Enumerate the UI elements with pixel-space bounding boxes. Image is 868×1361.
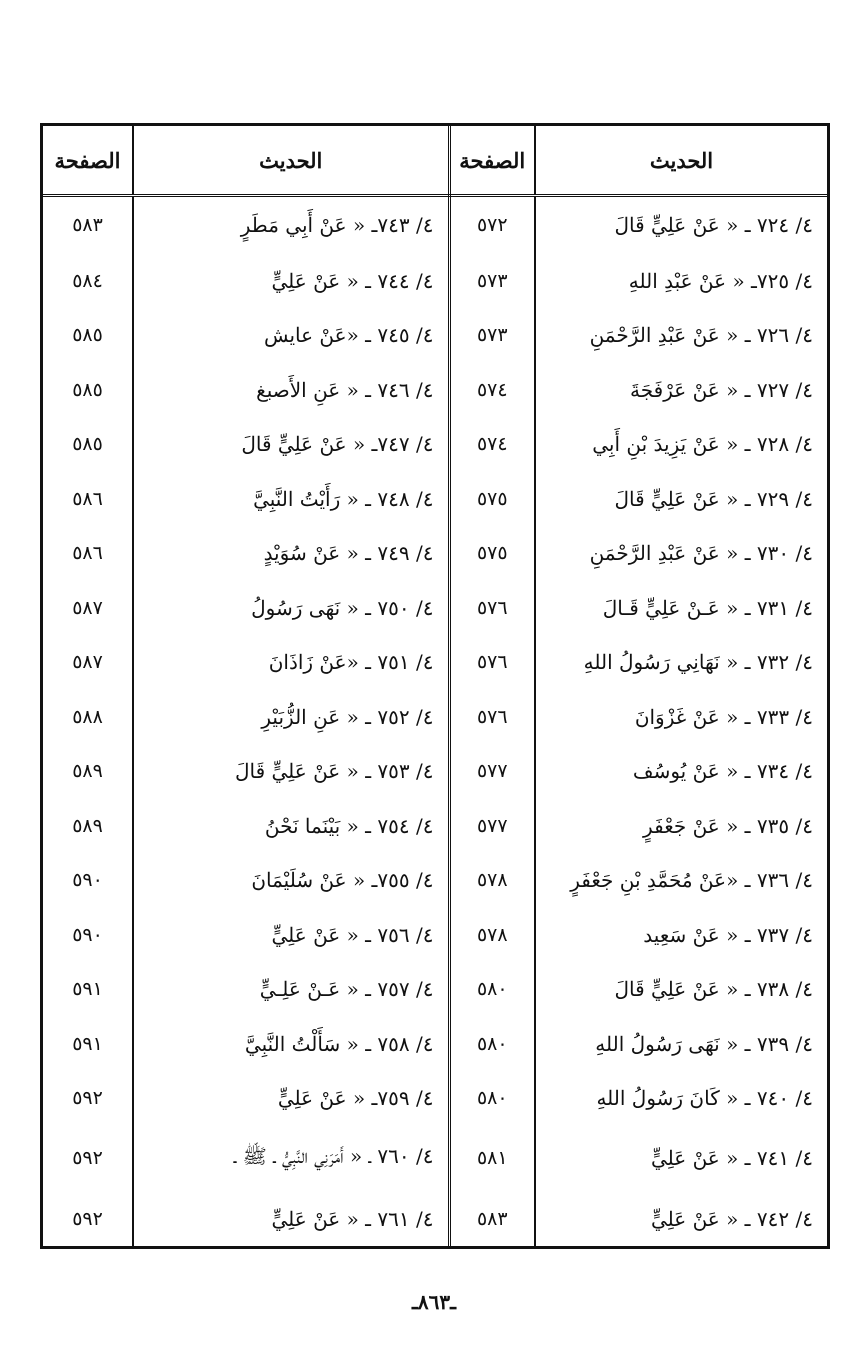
page-ref-left: ٥٨٩: [72, 760, 103, 783]
page-ref-right: ٥٧٤: [449, 417, 535, 472]
header-page-left: الصفحة: [43, 126, 133, 196]
page-ref-left: ٥٩١: [72, 1032, 103, 1055]
hadith-entry-right: ٤/ ٧٣٩ ـ « نَهَى رَسُولُ اللهِ: [535, 1016, 827, 1071]
page-ref-left: ٥٩٠: [72, 923, 103, 946]
hadith-entry-left: ٤/ ٧٤٧ـ « عَنْ عَلِيٍّ قَالَ: [133, 417, 449, 472]
table-row: [43, 635, 827, 690]
table-body: [43, 196, 827, 1247]
page-ref-left: ٥٩٢: [72, 1207, 103, 1230]
hadith-entry-right: ٤/ ٧٤٢ ـ « عَنْ عَلِيٍّ: [535, 1191, 827, 1246]
page-ref-left: ٥٨٥: [72, 378, 103, 401]
hadith-entry-right: ٤/ ٧٤١ ـ « عَنْ عَلِيٍّ: [535, 1125, 827, 1191]
page-ref-right: ٥٧٦: [449, 580, 535, 635]
hadith-entry-right: ٤/ ٧٢٦ ـ « عَنْ عَبْدِ الرَّحْمَنِ: [535, 308, 827, 363]
hadith-entry-left: ٤/ ٧٥٣ ـ « عَنْ عَلِيٍّ قَالَ: [133, 744, 449, 799]
table-row: [43, 798, 827, 853]
table-row: [43, 253, 827, 308]
page-ref-right: ٥٧٢: [449, 196, 535, 254]
hadith-entry-left: ٤/ ٧٥٧ ـ « عَـنْ عَلِـيٍّ: [133, 962, 449, 1017]
header-hadith-right: الحديث: [535, 126, 827, 196]
hadith-entry-left: ٤/ ٧٥٢ ـ « عَنِ الزُّبَيْرِ: [133, 689, 449, 744]
hadith-entry-right: ٤/ ٧٣٥ ـ « عَنْ جَعْفَرٍ: [535, 798, 827, 853]
hadith-entry-left: ٤/ ٧٤٣ـ « عَنْ أَبِي مَطَرٍ: [133, 196, 449, 254]
table-row: [43, 853, 827, 908]
hadith-entry-left: ٤/ ٧٥١ ـ «عَنْ زَاذَانَ: [133, 635, 449, 690]
page-number: ـ٨٦٣ـ: [412, 1290, 456, 1314]
hadith-entry-left: ٤/ ٧٥٨ ـ « سَأَلْتُ النَّبِيَّ: [133, 1016, 449, 1071]
hadith-entry-right: ٤/ ٧٣٧ ـ « عَنْ سَعِيد: [535, 907, 827, 962]
page-ref-left: ٥٨٩: [72, 814, 103, 837]
hadith-entry-left: ٤/ ٧٤٥ ـ «عَنْ عايش: [133, 308, 449, 363]
hadith-entry-left: ٤/ ٧٦١ ـ « عَنْ عَلِيٍّ: [133, 1191, 449, 1246]
table-row: [43, 362, 827, 417]
hadith-entry-left: ٤/ ٧٤٩ ـ « عَنْ سُوَيْدٍ: [133, 526, 449, 581]
table-row: [43, 526, 827, 581]
hadith-entry-right: ٤/ ٧٣٦ ـ «عَنْ مُحَمَّدِ بْنِ جَعْفَرٍ: [535, 853, 827, 908]
hadith-entry-left: ٤/ ٧٦٠ ـ « أَمَرَنِي النَّبِيُّ ـ ﷺ ـ: [133, 1125, 449, 1191]
hadith-entry-right: ٤/ ٧٤٠ ـ « كَانَ رَسُولُ اللهِ: [535, 1071, 827, 1126]
table-row: [43, 471, 827, 526]
page-ref-right: ٥٨٠: [449, 962, 535, 1017]
page-ref-right: ٥٧٤: [449, 362, 535, 417]
hadith-entry-left: ٤/ ٧٥٠ ـ « نَهَى رَسُولُ: [133, 580, 449, 635]
hadith-entry-right: ٤/ ٧٣١ ـ « عَـنْ عَلِيٍّ قَـالَ: [535, 580, 827, 635]
hadith-entry-left: ٤/ ٧٤٤ ـ « عَنْ عَلِيٍّ: [133, 253, 449, 308]
page-ref-left: ٥٨٥: [72, 324, 103, 347]
hadith-entry-right: ٤/ ٧٣٤ ـ « عَنْ يُوسُف: [535, 744, 827, 799]
page-ref-right: ٥٧٦: [449, 689, 535, 744]
hadith-entry-right: ٤/ ٧٢٤ ـ « عَنْ عَلِيٍّ قَالَ: [535, 196, 827, 254]
page-ref-left: ٥٩٢: [72, 1147, 103, 1170]
page-ref-right: ٥٨٠: [449, 1071, 535, 1126]
table-row: [43, 1016, 827, 1071]
table-row: [43, 1125, 827, 1191]
page-ref-left: ٥٨٧: [72, 596, 103, 619]
hadith-entry-left: ٤/ ٧٥٩ـ « عَنْ عَلِيٍّ: [133, 1071, 449, 1126]
page-ref-left: ٥٨٨: [72, 705, 103, 728]
page-ref-left: ٥٩١: [72, 978, 103, 1001]
page-ref-left: ٥٨٦: [72, 542, 103, 565]
index-table-frame: [40, 123, 830, 1249]
hadith-entry-right: ٤/ ٧٢٨ ـ « عَنْ يَزِيدَ بْنِ أَبِي: [535, 417, 827, 472]
table-row: [43, 417, 827, 472]
page-ref-left: ٥٨٤: [72, 269, 103, 292]
page-ref-right: ٥٨٣: [449, 1191, 535, 1246]
hadith-entry-right: ٤/ ٧٣٣ ـ « عَنْ غَزْوَانَ: [535, 689, 827, 744]
page-ref-right: ٥٨١: [449, 1125, 535, 1191]
table-row: [43, 1191, 827, 1246]
hadith-entry-right: ٤/ ٧٣٠ ـ « عَنْ عَبْدِ الرَّحْمَنِ: [535, 526, 827, 581]
page-ref-right: ٥٧٣: [449, 308, 535, 363]
page-ref-right: ٥٨٠: [449, 1016, 535, 1071]
table-row: [43, 1071, 827, 1126]
header-page-right: الصفحة: [449, 126, 535, 196]
page-ref-left: ٥٨٣: [72, 214, 103, 237]
page-ref-right: ٥٧٦: [449, 635, 535, 690]
table-row: [43, 580, 827, 635]
table-row: [43, 962, 827, 1017]
table-row: [43, 689, 827, 744]
hadith-entry-left: ٤/ ٧٥٦ ـ « عَنْ عَلِيٍّ: [133, 907, 449, 962]
page-ref-left: ٥٩٠: [72, 869, 103, 892]
page-ref-left: ٥٨٧: [72, 651, 103, 674]
hadith-entry-right: ٤/ ٧٢٩ ـ « عَنْ عَلِيٍّ قَالَ: [535, 471, 827, 526]
page-ref-right: ٥٧٨: [449, 907, 535, 962]
page-ref-right: ٥٧٥: [449, 526, 535, 581]
page-ref-right: ٥٧٨: [449, 853, 535, 908]
hadith-entry-left: ٤/ ٧٥٤ ـ « بَيْنَما نَحْنُ: [133, 798, 449, 853]
hadith-entry-left: ٤/ ٧٤٦ ـ « عَنِ الأَصبغ: [133, 362, 449, 417]
page-ref-left: ٥٨٥: [72, 433, 103, 456]
table-row: [43, 744, 827, 799]
table-row: [43, 907, 827, 962]
hadith-entry-right: ٤/ ٧٢٥ـ « عَنْ عَبْدِ اللهِ: [535, 253, 827, 308]
hadith-entry-left: ٤/ ٧٤٨ ـ « رَأَيْتُ النَّبِيَّ: [133, 471, 449, 526]
table-row: [43, 196, 827, 254]
hadith-entry-right: ٤/ ٧٢٧ ـ « عَنْ عَرْفَجَةَ: [535, 362, 827, 417]
hadith-entry-left: ٤/ ٧٥٥ـ « عَنْ سُلَيْمَانَ: [133, 853, 449, 908]
table-row: [43, 308, 827, 363]
page-ref-left: ٥٨٦: [72, 487, 103, 510]
hadith-entry-right: ٤/ ٧٣٢ ـ « نَهَانِي رَسُولُ اللهِ: [535, 635, 827, 690]
hadith-entry-right: ٤/ ٧٣٨ ـ « عَنْ عَلِيٍّ قَالَ: [535, 962, 827, 1017]
page-ref-right: ٥٧٧: [449, 798, 535, 853]
table-header-row: [43, 126, 827, 196]
page-ref-left: ٥٩٢: [72, 1087, 103, 1110]
page-ref-right: ٥٧٧: [449, 744, 535, 799]
page-ref-right: ٥٧٥: [449, 471, 535, 526]
header-hadith-left: الحديث: [133, 126, 449, 196]
page-ref-right: ٥٧٣: [449, 253, 535, 308]
hadith-index-table: [43, 126, 827, 1246]
